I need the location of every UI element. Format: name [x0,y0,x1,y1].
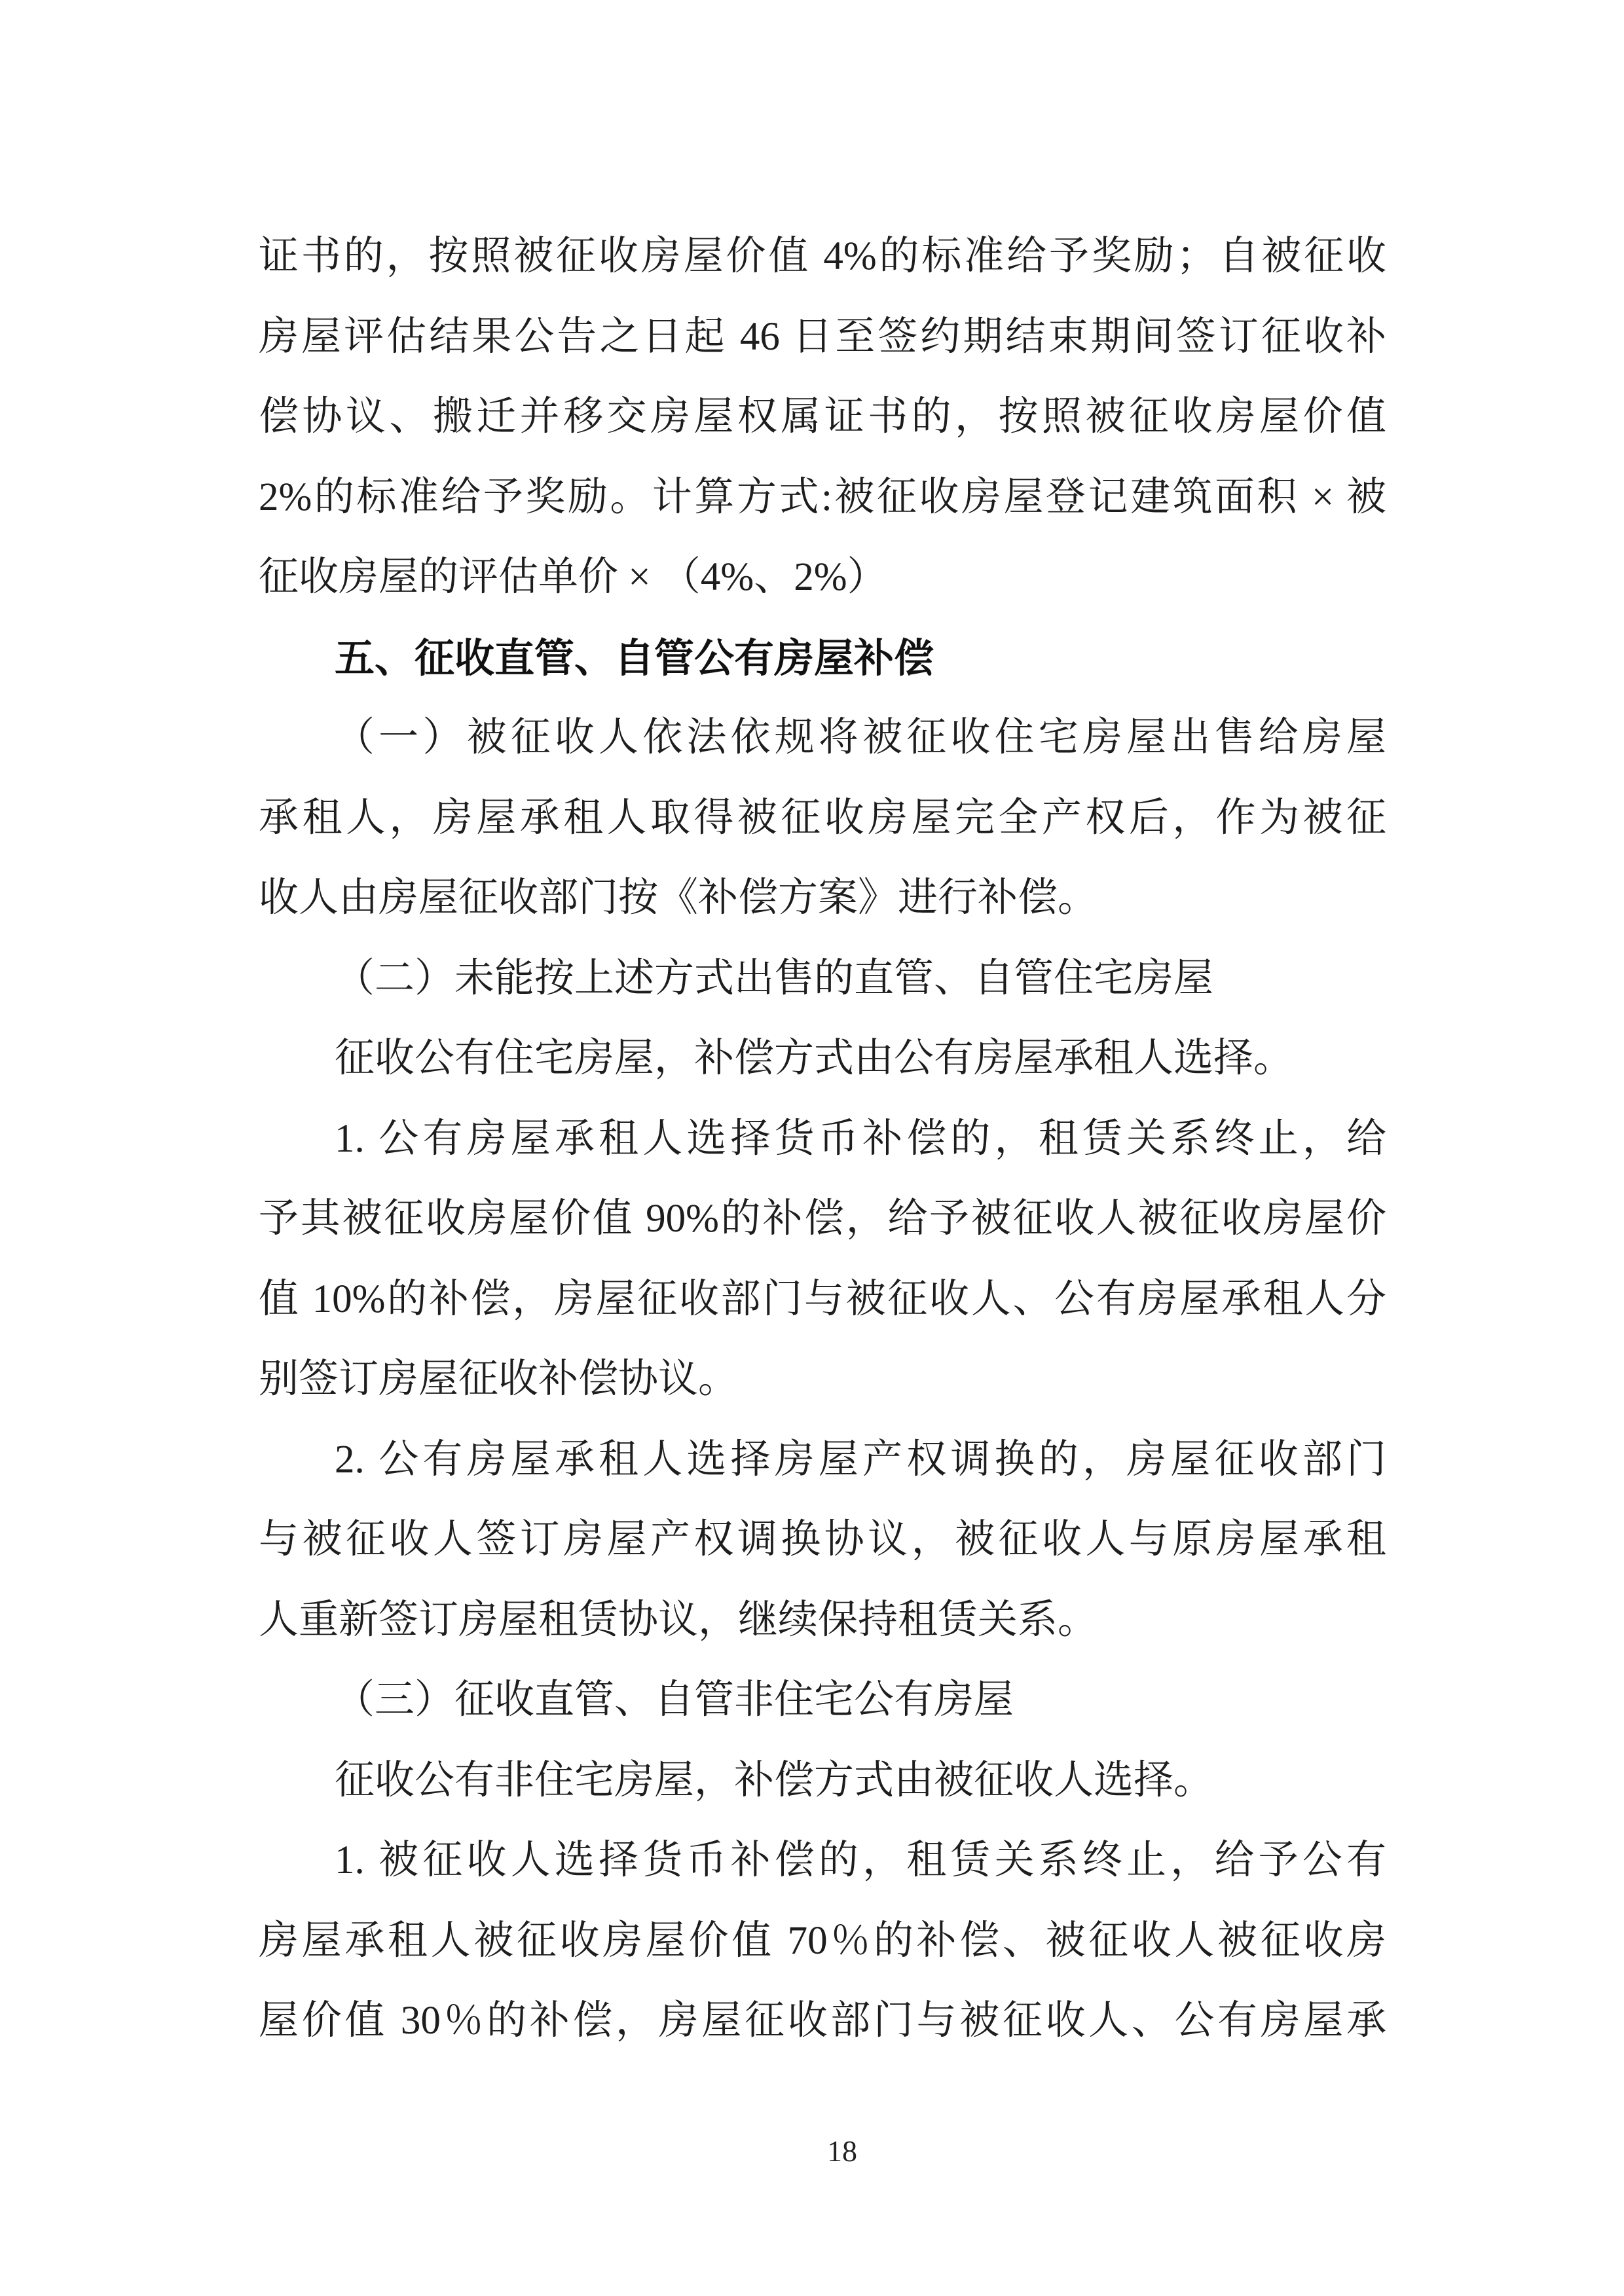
text-line: 与被征收人签订房屋产权调换协议，被征收人与原房屋承租 [259,1518,1386,1561]
text-line: 收人由房屋征收部门按《补偿方案》进行补偿。 [259,876,1098,920]
text-line: 值 10%的补偿，房屋征收部门与被征收人、公有房屋承租人分 [259,1277,1386,1321]
text-line: 屋价值 30％的补偿，房屋征收部门与被征收人、公有房屋承 [259,1999,1386,2043]
text-line: 房屋承租人被征收房屋价值 70％的补偿、被征收人被征收房 [259,1918,1386,1963]
text-line: 征收公有非住宅房屋，补偿方式由被征收人选择。 [335,1758,1214,1802]
page-number: 18 [827,2134,857,2168]
text-line: 偿协议、搬迁并移交房屋权属证书的，按照被征收房屋价值 [259,395,1386,439]
text-line: 1. 被征收人选择货币补偿的，租赁关系终止，给予公有 [335,1838,1386,1882]
text-line: 2%的标准给予奖励。计算方式:被征收房屋登记建筑面积 × 被 [259,475,1386,519]
text-line: 人重新签订房屋租赁协议，继续保持租赁关系。 [259,1597,1098,1642]
text-line: 承租人，房屋承租人取得被征收房屋完全产权后，作为被征 [259,795,1386,840]
text-line: 证书的，按照被征收房屋价值 4%的标准给予奖励；自被征收 [259,234,1386,278]
text-line: 予其被征收房屋价值 90%的补偿，给予被征收人被征收房屋价 [259,1197,1386,1241]
text-line: 别签订房屋征收补偿协议。 [259,1357,739,1401]
text-line: 1. 公有房屋承租人选择货币补偿的，租赁关系终止，给 [335,1116,1386,1161]
text-line: 征收公有住宅房屋，补偿方式由公有房屋承租人选择。 [335,1036,1294,1080]
text-line: 征收房屋的评估单价 × （4%、2%） [259,555,887,599]
text-line: 2. 公有房屋承租人选择房屋产权调换的，房屋征收部门 [335,1437,1386,1482]
text-line: 房屋评估结果公告之日起 46 日至签约期结束期间签订征收补 [259,314,1386,359]
text-line: （三）征收直管、自管非住宅公有房屋 [335,1678,1014,1722]
text-line: （二）未能按上述方式出售的直管、自管住宅房屋 [335,956,1214,1000]
document-text [259,217,1386,2062]
section-heading: 五、征收直管、自管公有房屋补偿 [335,635,934,680]
text-line: （一）被征收人依法依规将被征收住宅房屋出售给房屋 [335,716,1386,759]
